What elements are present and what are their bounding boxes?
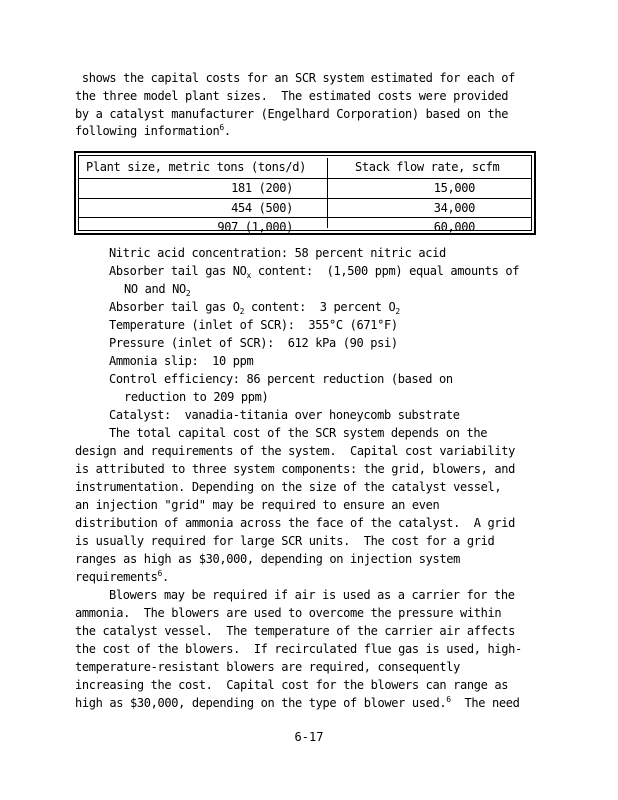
paragraph-line: ammonia. The blowers are used to overcome the pressure within [75, 606, 502, 620]
paragraph-line: distribution of ammonia across the face of the catalyst. A grid [75, 516, 515, 530]
table-header-cell: Stack flow rate, scfm [355, 160, 500, 174]
paragraph-line: is attributed to three system components: the grid, blowers, and [75, 462, 515, 476]
info-line [124, 280, 190, 298]
paragraph-line: design and requirements of the system. Capital cost variability [75, 444, 515, 458]
table-header-row [79, 158, 531, 177]
info-text: Absorber tail gas O [109, 300, 240, 314]
info-line: Temperature (inlet of SCR): 355°C (671°F) [109, 318, 398, 332]
info-text: Absorber tail gas NO [109, 264, 247, 278]
info-text: NO and NO [124, 282, 186, 296]
paragraph-line: the cost of the blowers. If recirculated flue gas is used, high- [75, 642, 522, 656]
paragraph-line [75, 694, 519, 712]
info-line [109, 298, 400, 316]
paragraph-line: ranges as high as $30,000, depending on injection system [75, 552, 460, 566]
table-row [79, 217, 531, 237]
paragraph-line: is usually required for large SCR units. The cost for a grid [75, 534, 495, 548]
table-cell: 907 (1,000) [217, 220, 293, 234]
table-header-cell: Plant size, metric tons (tons/d) [86, 160, 306, 174]
info-line: Control efficiency: 86 percent reduction (based on [109, 372, 453, 386]
intro-line: by a catalyst manufacturer (Engelhard Corporation) based on the [75, 107, 509, 121]
paragraph-line: increasing the cost. Capital cost for the blowers can range as [75, 678, 509, 692]
paragraph-line: the catalyst vessel. The temperature of the carrier air affects [75, 624, 515, 638]
info-line [109, 262, 519, 280]
plant-size-table [74, 151, 536, 235]
paragraph-text: The need [450, 696, 520, 710]
info-line: Nitric acid concentration: 58 percent nitric acid [109, 246, 446, 260]
paragraph-line: Blowers may be required if air is used as a carrier for the [109, 588, 515, 602]
subscript: 2 [395, 307, 400, 316]
subscript: 2 [185, 289, 191, 298]
info-line: Pressure (inlet of SCR): 612 kPa (90 psi) [109, 336, 398, 350]
paragraph-line: instrumentation. Depending on the size of the catalyst vessel, [75, 480, 502, 494]
page-number: 6-17 [294, 730, 324, 744]
info-line: Catalyst: vanadia-titania over honeycomb substrate [109, 408, 460, 422]
table-cell: 454 (500) [231, 201, 293, 215]
table-cell: 34,000 [433, 201, 475, 215]
subscript: 2 [239, 307, 245, 316]
info-text: content: 3 percent O [244, 300, 396, 314]
intro-line [75, 122, 231, 140]
intro-text: following information [75, 124, 220, 138]
paragraph-line: an injection "grid" may be required to ensure an even [75, 498, 440, 512]
table-cell: 181 (200) [231, 181, 293, 195]
intro-line: shows the capital costs for an SCR system estimated for each of [75, 71, 515, 85]
intro-line: the three model plant sizes. The estimated costs were provided [75, 89, 509, 103]
paragraph-line [75, 568, 169, 586]
table-cell: 60,000 [433, 220, 475, 234]
table-cell: 15,000 [433, 181, 475, 195]
reference-number: 6 [157, 569, 162, 578]
subscript: x [246, 271, 251, 280]
table-row [79, 198, 531, 218]
paragraph-text: . [161, 570, 169, 584]
paragraph-text: high as $30,000, depending on the type of blower used. [75, 696, 447, 710]
paragraph-line: The total capital cost of the SCR system depends on the [109, 426, 488, 440]
table-inner-border [78, 155, 532, 234]
info-text: content: (1,500 ppm) equal amounts of [250, 264, 520, 278]
intro-text: . [223, 124, 231, 138]
info-line: Ammonia slip: 10 ppm [109, 354, 254, 368]
reference-number: 6 [446, 695, 451, 704]
paragraph-text: requirements [75, 570, 158, 584]
info-line: reduction to 209 ppm) [124, 390, 269, 404]
paragraph-line: temperature-resistant blowers are required, consequently [75, 660, 460, 674]
table-row [79, 178, 531, 198]
reference-number: 6 [219, 123, 224, 132]
